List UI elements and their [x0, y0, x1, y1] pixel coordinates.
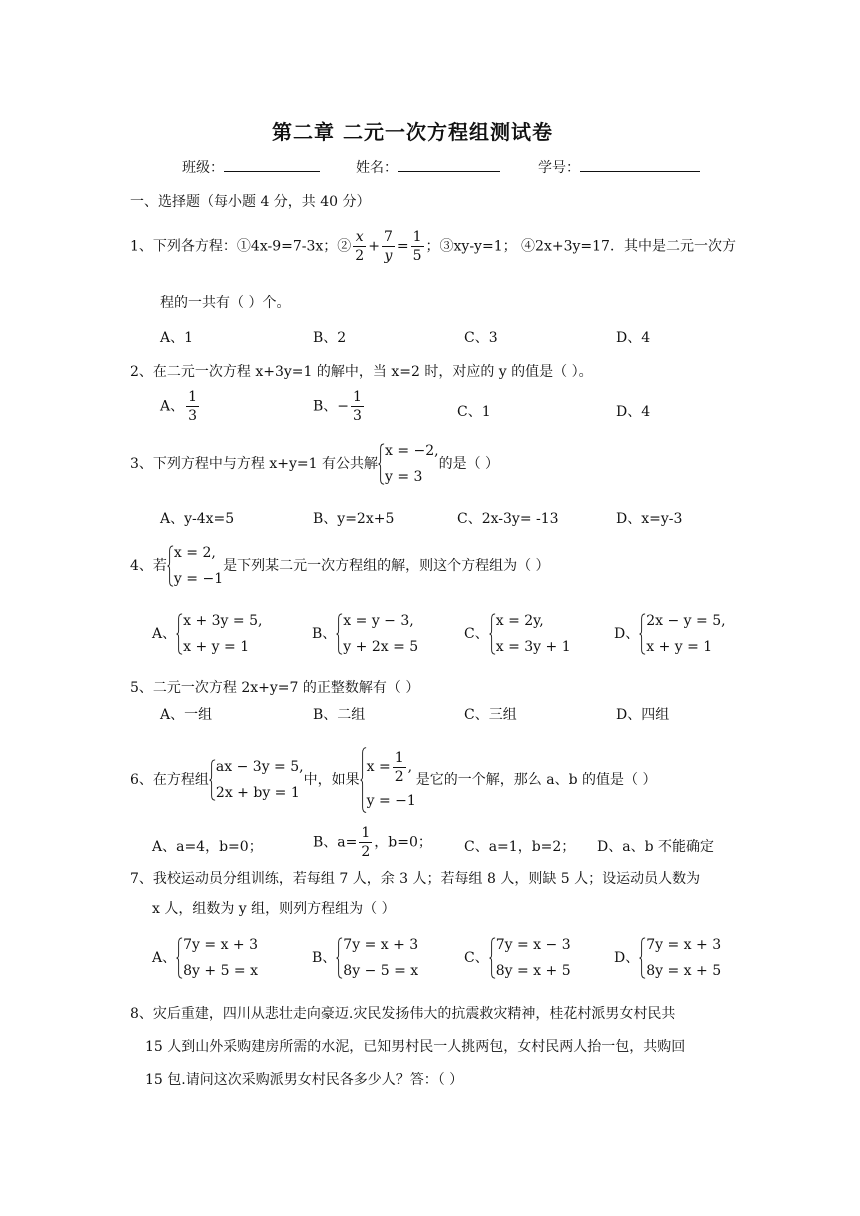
option-b[interactable]: B、 x = y − 3, y + 2x = 5: [312, 608, 418, 660]
option-b[interactable]: B、a= $\frac{1}{2}$ ，b=0；: [313, 825, 432, 860]
option-a[interactable]: A、 x + 3y = 5, x + y = 1: [152, 608, 262, 660]
option-a[interactable]: A、1: [160, 330, 194, 346]
question-8-line-3: 15 包.请问这次采购派男女村民各多少人？答：（ ）: [145, 1072, 464, 1088]
question-4-stem: 4、若 x = 2, y = −1 是下列某二元一次方程组的解，则这个方程组为（ ）: [130, 540, 550, 592]
option-b[interactable]: B、− $\frac{1}{3}$: [313, 389, 362, 424]
option-d[interactable]: D、4: [616, 404, 651, 420]
fraction: $\frac{x}{2}$: [355, 229, 365, 264]
option-c[interactable]: C、2x-3y= -13: [457, 511, 559, 527]
option-b[interactable]: B、2: [313, 330, 347, 346]
class-blank[interactable]: [224, 157, 320, 172]
name-field: [356, 157, 500, 177]
left-brace-icon: [639, 610, 646, 658]
option-d[interactable]: D、 2x − y = 5, x + y = 1: [614, 608, 726, 660]
left-brace-icon: [176, 934, 183, 982]
left-brace-icon: [489, 934, 496, 982]
equation-system: ax − 3y = 5, 2x + by = 1: [209, 754, 304, 806]
question-5-stem: 5、二元一次方程 2x+y=7 的正整数解有（ ）: [130, 680, 420, 696]
name-label: 姓名：: [356, 160, 398, 176]
option-b[interactable]: B、y=2x+5: [313, 511, 395, 527]
question-8-line-2: 15 人到山外采购建房所需的水泥，已知男村民一人挑两包，女村民两人抬一包，共购回: [145, 1039, 686, 1055]
option-a[interactable]: A、 7y = x + 3 8y + 5 = x: [152, 932, 258, 984]
option-b[interactable]: B、二组: [313, 707, 366, 723]
page-title: 第二章 二元一次方程组测试卷: [272, 120, 553, 144]
left-brace-icon: [360, 742, 367, 818]
option-a[interactable]: A、y-4x=5: [160, 511, 235, 527]
equation-system: x = y − 3, y + 2x = 5: [336, 608, 418, 660]
name-blank[interactable]: [398, 157, 500, 172]
equation-system: 7y = x − 3 8y = x + 5: [489, 932, 571, 984]
option-a[interactable]: A、a=4，b=0；: [152, 839, 263, 855]
fraction: $\frac{1}{3}$: [188, 389, 198, 424]
question-7-line-2: x 人，组数为 y 组，则列方程组为（ ）: [152, 901, 396, 917]
class-label: 班级：: [182, 160, 224, 176]
option-c[interactable]: C、三组: [464, 707, 517, 723]
left-brace-icon: [489, 610, 496, 658]
left-brace-icon: [378, 440, 385, 488]
option-c[interactable]: C、1: [457, 404, 491, 420]
option-b[interactable]: B、 7y = x + 3 8y − 5 = x: [312, 932, 418, 984]
option-c[interactable]: C、 x = 2y, x = 3y + 1: [464, 608, 571, 660]
fraction: $\frac{1}{3}$: [353, 389, 362, 424]
equation-system: 7y = x + 3 8y = x + 5: [639, 932, 721, 984]
option-a[interactable]: A、 $\frac{1}{3}$: [160, 389, 198, 424]
equation-system: 2x − y = 5, x + y = 1: [639, 608, 725, 660]
option-c[interactable]: C、 7y = x − 3 8y = x + 5: [464, 932, 571, 984]
question-2-stem: 2、在二元一次方程 x+3y=1 的解中，当 x=2 时，对应的 y 的值是（ ）。: [130, 364, 593, 380]
question-6-stem: 6、在方程组 ax − 3y = 5, 2x + by = 1 中，如果 x = $\frac{1}{2}$ , y = −1 是它的一个解，那么 a、b 的值是（ ）: [130, 742, 656, 818]
fraction: $\frac{7}{y}$: [383, 229, 393, 264]
question-8-line-1: 8、灾后重建，四川从悲壮走向豪迈.灾民发扬伟大的抗震救灾精神，桂花村派男女村民共: [130, 1006, 676, 1022]
equation-system: 7y = x + 3 8y − 5 = x: [336, 932, 418, 984]
equation-system: x + 3y = 5, x + y = 1: [176, 608, 262, 660]
left-brace-icon: [639, 934, 646, 982]
option-d[interactable]: D、4: [616, 330, 651, 346]
student-id-blank[interactable]: [580, 157, 700, 172]
fraction: $\frac{1}{5}$: [412, 229, 422, 264]
option-c[interactable]: C、a=1，b=2；: [464, 839, 576, 855]
left-brace-icon: [167, 542, 174, 590]
equation-system: 7y = x + 3 8y + 5 = x: [176, 932, 258, 984]
question-1-line-1: 1、下列各方程：①4x-9=7-3x；② $\frac{x}{2}$ + $\frac{7}{y}$ = $\frac{1}{5}$ ；③xy-y=1； ④2x+3y=17．其中是二元一次方: [130, 229, 736, 264]
equation-system: x = $\frac{1}{2}$ , y = −1: [360, 742, 416, 818]
option-a[interactable]: A、一组: [160, 707, 213, 723]
equation-system: x = −2, y = 3: [378, 438, 439, 490]
option-d[interactable]: D、四组: [616, 707, 670, 723]
class-field: [182, 157, 320, 177]
fraction: $\frac{1}{2}$: [394, 749, 404, 785]
option-d[interactable]: D、 7y = x + 3 8y = x + 5: [614, 932, 721, 984]
left-brace-icon: [176, 610, 183, 658]
equation-system: x = 2, y = −1: [167, 540, 223, 592]
option-d[interactable]: D、x=y-3: [616, 511, 683, 527]
student-id-field: [538, 157, 700, 177]
question-7-line-1: 7、我校运动员分组训练，若每组 7 人，余 3 人；若每组 8 人，则缺 5 人；设运动员人数为: [130, 871, 701, 887]
section-heading: 一、选择题（每小题 4 分，共 40 分）: [130, 194, 371, 210]
fraction: $\frac{1}{2}$: [361, 825, 371, 860]
left-brace-icon: [336, 934, 343, 982]
left-brace-icon: [209, 756, 216, 804]
student-id-label: 学号：: [538, 160, 580, 176]
equation-system: x = 2y, x = 3y + 1: [489, 608, 571, 660]
question-3-stem: 3、下列方程中与方程 x+y=1 有公共解 x = −2, y = 3 的是（ ）: [130, 438, 499, 490]
option-d[interactable]: D、a、b 不能确定: [597, 839, 714, 855]
option-c[interactable]: C、3: [464, 330, 498, 346]
question-1-line-2: 程的一共有（ ）个。: [160, 295, 291, 311]
